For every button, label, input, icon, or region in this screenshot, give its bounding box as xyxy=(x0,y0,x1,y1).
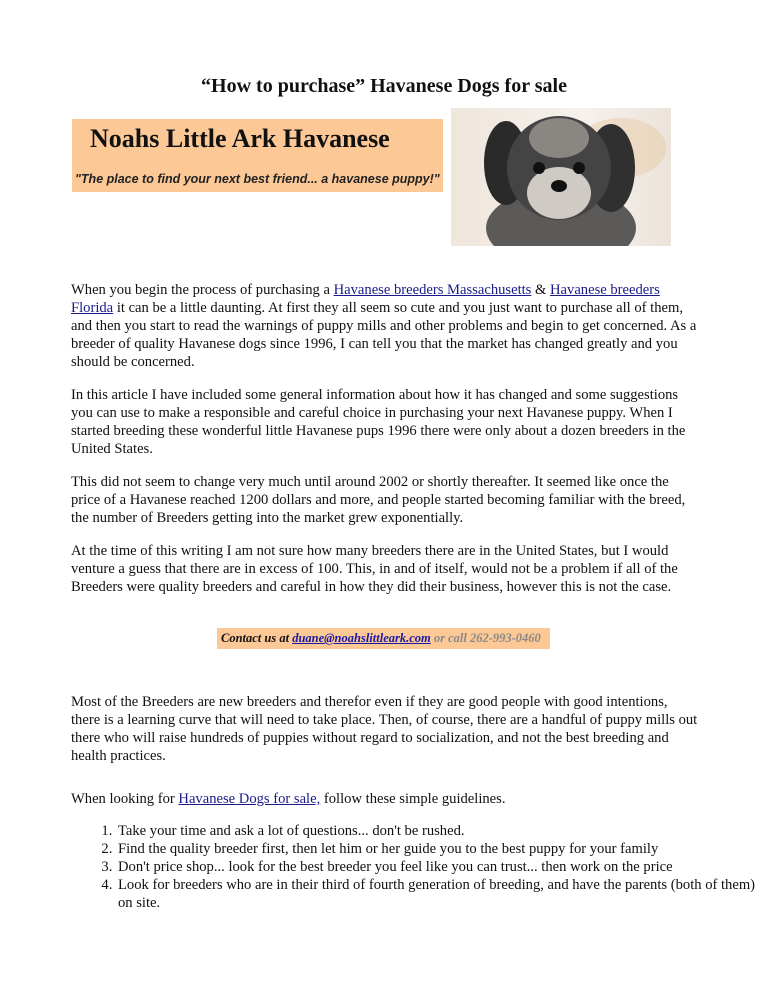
paragraph-intro xyxy=(71,281,699,371)
list-item: 1. Take your time and ask a lot of questions... don't be rushed. xyxy=(116,822,756,840)
havanese-puppy-photo xyxy=(451,108,671,246)
contact-phone: or call 262-993-0460 xyxy=(430,631,541,645)
contact-bar xyxy=(217,628,550,649)
paragraph-breeder-count: At the time of this writing I am not sure how many breeders there are in the United States, but I would venture a guess that there are in excess of 100. This, in and of itself, would not be a problem if all of the Breeders were quality breeders and careful in how they did their business, however this is not the case. xyxy=(71,543,678,595)
noahs-little-ark-banner[interactable] xyxy=(72,119,443,192)
link-havanese-dogs-for-sale[interactable]: Havanese Dogs for sale, xyxy=(178,791,321,807)
paragraph-2002-change: This did not seem to change very much until around 2002 or shortly thereafter. It seemed like once the price of a Havanese reached 1200 dollars and more, and people started becoming familiar with the breed, the number of Breeders getting into the market grew exponentially. xyxy=(71,474,686,526)
text: When you begin the process of purchasing a xyxy=(71,282,334,298)
banner-name: Noahs Little Ark Havanese xyxy=(90,124,390,153)
text: & xyxy=(531,282,551,298)
paragraph-guidelines-intro xyxy=(71,790,699,808)
text: it can be a little daunting. At first they all seem so cute and you just want to purchase all of them, and then you start to read the warnings of puppy mills and other problems and begin to get concerned. As a breeder of quality Havanese dogs since 1996, I can tell you that the market has changed greatly and you should be concerned. xyxy=(71,300,697,370)
document-title: “How to purchase” Havanese Dogs for sale xyxy=(201,75,567,97)
list-item: 2. Find the quality breeder first, then let him or her guide you to the best puppy for your family xyxy=(116,840,756,858)
contact-email-link[interactable]: duane@noahslittleark.com xyxy=(292,631,431,645)
text: When looking for xyxy=(71,791,179,807)
contact-prefix: Contact us at xyxy=(221,631,293,645)
link-havanese-breeders-massachusetts[interactable]: Havanese breeders Massachusetts xyxy=(333,282,532,298)
paragraph-new-breeders: Most of the Breeders are new breeders and therefor even if they are good people with good intentions, there is a learning curve that will need to take place. Then, of course, there are a handful of puppy mills out there who will raise hundreds of puppies without regard to socialization, and not the best breeding and health practices. xyxy=(71,694,698,764)
paragraph-article-info: In this article I have included some general information about how it has changed and some suggestions you can use to make a responsible and careful choice in purchasing your next Havanese puppy. When I started breeding these wonderful little Havanese pups 1996 there were only about a dozen breeders in the United States. xyxy=(71,387,686,457)
guidelines-list xyxy=(71,822,756,912)
banner-tagline: "The place to find your next best friend... a havanese puppy!" xyxy=(75,172,440,186)
list-item: 4. Look for breeders who are in their third of fourth generation of breeding, and have the parents (both of them) on site. xyxy=(116,876,756,912)
link-havanese-breeders-florida[interactable]: Havanese breeders Florida xyxy=(71,282,660,316)
list-item: 3. Don't price shop... look for the best breeder you feel like you can trust... then work on the price xyxy=(116,858,756,876)
text: follow these simple guidelines. xyxy=(320,791,506,807)
